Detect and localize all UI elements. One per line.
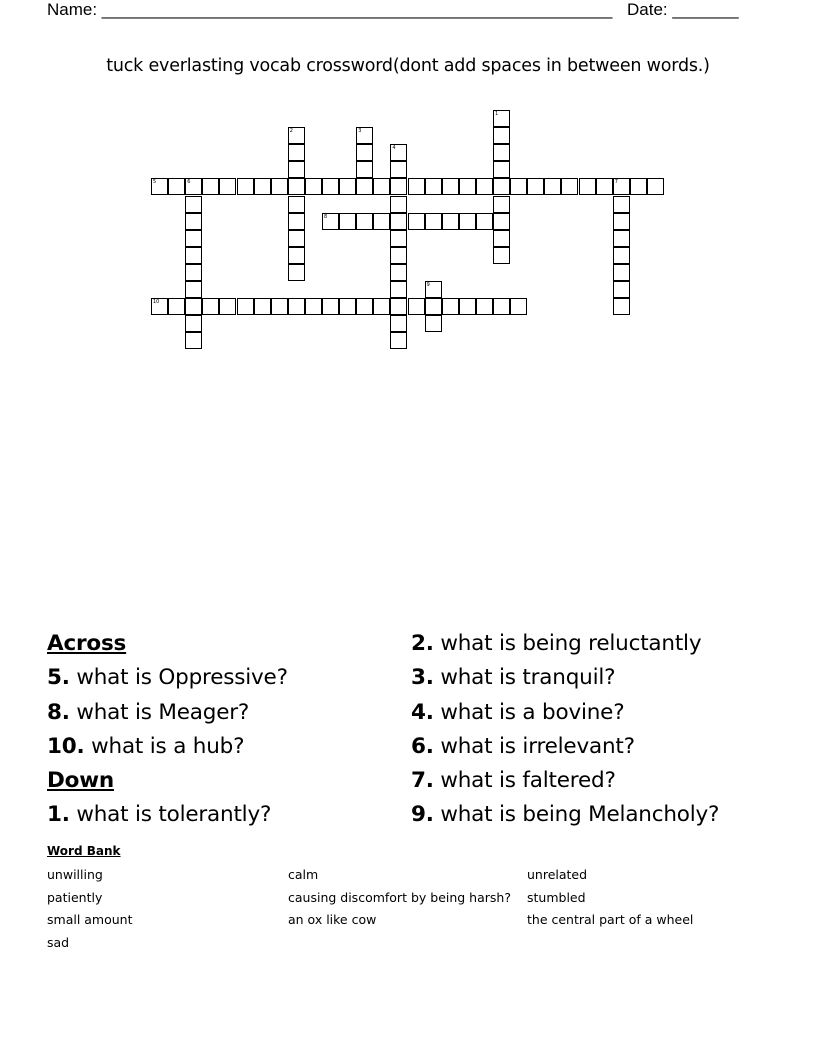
clue-number: 6. [411, 733, 434, 759]
crossword-cell[interactable] [288, 298, 305, 315]
crossword-cell[interactable] [561, 178, 578, 195]
clue-number: 5. [47, 665, 70, 691]
crossword-cell[interactable] [390, 178, 407, 195]
word-bank-item: small amount [47, 912, 133, 928]
crossword-cell[interactable] [493, 196, 510, 213]
clues-column-left [47, 627, 288, 833]
crossword-cell[interactable] [390, 332, 407, 349]
crossword-cell[interactable] [544, 178, 561, 195]
crossword-cell[interactable] [254, 298, 271, 315]
cell-number: 7 [614, 179, 618, 186]
crossword-cell[interactable] [425, 213, 442, 230]
crossword-cell[interactable] [493, 127, 510, 144]
clue-number: 1. [47, 802, 70, 828]
crossword-cell[interactable] [459, 178, 476, 195]
crossword-cell[interactable] [356, 144, 373, 161]
crossword-cell[interactable] [168, 298, 185, 315]
crossword-cell[interactable] [459, 213, 476, 230]
crossword-cell[interactable] [288, 144, 305, 161]
crossword-cell[interactable] [476, 178, 493, 195]
crossword-cell[interactable] [202, 298, 219, 315]
clue-number: 8. [47, 699, 70, 725]
crossword-cell[interactable] [185, 264, 202, 281]
crossword-cell[interactable] [373, 298, 390, 315]
clue-down-1 [47, 798, 288, 832]
clue-down-3 [411, 661, 719, 695]
crossword-cell[interactable] [322, 178, 339, 195]
crossword-cell[interactable] [425, 315, 442, 332]
crossword-cell[interactable] [493, 144, 510, 161]
word-bank-title: Word Bank [47, 844, 121, 858]
crossword-cell[interactable] [356, 213, 373, 230]
crossword-cell[interactable] [219, 298, 236, 315]
clue-text: what is a hub? [84, 733, 245, 759]
across-heading: Across [47, 631, 127, 656]
crossword-cell[interactable] [493, 247, 510, 264]
crossword-cell[interactable] [288, 161, 305, 178]
clue-number: 9. [411, 802, 434, 828]
crossword-cell[interactable] [219, 178, 236, 195]
crossword-cell[interactable] [288, 178, 305, 195]
crossword-cell[interactable] [339, 178, 356, 195]
crossword-cell[interactable] [185, 178, 202, 195]
crossword-cell[interactable] [390, 213, 407, 230]
crossword-cell[interactable] [425, 298, 442, 315]
crossword-cell[interactable] [271, 298, 288, 315]
crossword-cell[interactable] [185, 247, 202, 264]
crossword-cell[interactable] [390, 144, 407, 161]
clue-down-2 [411, 627, 719, 661]
crossword-cell[interactable] [493, 110, 510, 127]
crossword-cell[interactable] [305, 178, 322, 195]
word-bank-item: unrelated [527, 867, 588, 882]
word-bank-column [527, 864, 693, 932]
crossword-cell[interactable] [613, 264, 630, 281]
crossword-cell[interactable] [493, 213, 510, 230]
crossword-cell[interactable] [596, 178, 613, 195]
crossword-cell[interactable] [390, 315, 407, 332]
crossword-cell[interactable] [476, 213, 493, 230]
cell-number: 9 [426, 282, 430, 288]
word-bank-item: calm [288, 867, 319, 882]
clue-down-6 [411, 730, 719, 764]
date-field-label: Date: _______ [627, 0, 739, 19]
crossword-cell[interactable] [339, 213, 356, 230]
crossword-cell[interactable] [185, 298, 202, 315]
clue-number: 3. [411, 665, 434, 691]
clue-text: what is a bovine? [433, 699, 625, 725]
cell-number: 1 [495, 111, 499, 117]
cell-number: 4 [392, 145, 396, 152]
crossword-cell[interactable] [288, 230, 305, 247]
clue-text: what is tolerantly? [69, 802, 272, 828]
crossword-cell[interactable] [510, 178, 527, 195]
cell-number: 10 [153, 299, 160, 306]
crossword-cell[interactable] [356, 127, 373, 144]
clue-text: what is Meager? [69, 699, 250, 725]
crossword-cell[interactable] [390, 281, 407, 298]
crossword-cell[interactable] [390, 298, 407, 315]
crossword-cell[interactable] [408, 213, 425, 230]
crossword-cell[interactable] [288, 127, 305, 144]
crossword-cell[interactable] [579, 178, 596, 195]
clue-across-10 [47, 730, 288, 764]
clue-number: 7. [411, 768, 434, 794]
crossword-cell[interactable] [390, 247, 407, 264]
word-bank-item: the central part of a wheel [527, 912, 694, 928]
clue-text: what is Oppressive? [69, 665, 288, 691]
crossword-cell[interactable] [493, 161, 510, 178]
cell-number: 3 [358, 128, 362, 135]
word-bank-item: patiently [47, 889, 103, 905]
word-bank-item: sad [47, 934, 70, 950]
clues-column-right [411, 627, 719, 833]
crossword-cell[interactable] [288, 213, 305, 230]
crossword-cell[interactable] [185, 315, 202, 332]
crossword-cell[interactable] [442, 213, 459, 230]
crossword-cell[interactable] [237, 298, 254, 315]
crossword-cell[interactable] [476, 298, 493, 315]
crossword-cell[interactable] [613, 178, 630, 195]
crossword-cell[interactable] [151, 298, 168, 315]
crossword-cell[interactable] [390, 230, 407, 247]
crossword-cell[interactable] [185, 230, 202, 247]
crossword-cell[interactable] [390, 264, 407, 281]
crossword-cell[interactable] [339, 298, 356, 315]
word-bank-item: unwilling [47, 867, 103, 882]
crossword-cell[interactable] [493, 298, 510, 315]
crossword-cell[interactable] [356, 298, 373, 315]
clue-down-4 [411, 696, 719, 730]
clue-number: 2. [411, 631, 434, 656]
clue-text: what is being reluctantly [433, 631, 702, 656]
crossword-cell[interactable] [168, 178, 185, 195]
crossword-cell[interactable] [322, 213, 339, 230]
crossword-cell[interactable] [271, 178, 288, 195]
clue-down-9 [411, 798, 719, 832]
word-bank-item: causing discomfort by being harsh? [288, 889, 511, 905]
crossword-cell[interactable] [408, 298, 425, 315]
crossword-cell[interactable] [202, 178, 219, 195]
crossword-cell[interactable] [442, 298, 459, 315]
word-bank-item: stumbled [527, 889, 586, 905]
cell-number: 6 [187, 179, 191, 186]
crossword-cell[interactable] [510, 298, 527, 315]
clue-text: what is tranquil? [433, 665, 616, 691]
down-heading: Down [47, 768, 114, 794]
cell-number: 8 [324, 213, 328, 220]
crossword-cell[interactable] [288, 196, 305, 213]
crossword-cell[interactable] [288, 264, 305, 281]
crossword-cell[interactable] [613, 281, 630, 298]
crossword-cell[interactable] [647, 178, 664, 195]
crossword-cell[interactable] [408, 178, 425, 195]
crossword-cell[interactable] [185, 332, 202, 349]
word-bank-column [47, 864, 133, 954]
crossword-cell[interactable] [442, 178, 459, 195]
clue-text: what is being Melancholy? [433, 802, 720, 828]
crossword-cell[interactable] [459, 298, 476, 315]
clue-text: what is irrelevant? [433, 733, 635, 759]
crossword-cell[interactable] [613, 298, 630, 315]
cell-number: 2 [289, 128, 293, 135]
clue-number: 4. [411, 699, 434, 725]
crossword-cell[interactable] [322, 298, 339, 315]
crossword-cell[interactable] [613, 213, 630, 230]
crossword-cell[interactable] [305, 298, 322, 315]
crossword-cell[interactable] [185, 213, 202, 230]
clue-down-7 [411, 764, 719, 798]
crossword-cell[interactable] [527, 178, 544, 195]
clue-across-8 [47, 696, 288, 730]
crossword-cell[interactable] [373, 178, 390, 195]
clue-number: 10. [47, 733, 85, 759]
name-field-label: Name: ______________________________________________________ [47, 0, 613, 19]
crossword-cell[interactable] [425, 281, 442, 298]
crossword-cell[interactable] [493, 178, 510, 195]
crossword-cell[interactable] [613, 247, 630, 264]
crossword-cell[interactable] [390, 161, 407, 178]
clue-across-5 [47, 661, 288, 695]
crossword-cell[interactable] [288, 247, 305, 264]
crossword-cell[interactable] [185, 281, 202, 298]
crossword-cell[interactable] [390, 196, 407, 213]
crossword-cell[interactable] [356, 178, 373, 195]
crossword-cell[interactable] [185, 196, 202, 213]
crossword-cell[interactable] [254, 178, 271, 195]
crossword-cell[interactable] [237, 178, 254, 195]
word-bank-item: an ox like cow [288, 912, 377, 928]
crossword-cell[interactable] [373, 213, 390, 230]
crossword-cell[interactable] [493, 230, 510, 247]
word-bank-column [288, 864, 511, 932]
cell-number: 5 [153, 179, 157, 186]
crossword-cell[interactable] [613, 230, 630, 247]
crossword-cell[interactable] [613, 196, 630, 213]
crossword-cell[interactable] [630, 178, 647, 195]
crossword-cell[interactable] [425, 178, 442, 195]
crossword-cell[interactable] [356, 161, 373, 178]
clue-text: what is faltered? [433, 768, 616, 794]
page-title: tuck everlasting vocab crossword(dont add spaces in between words.) [106, 56, 710, 76]
crossword-cell[interactable] [151, 178, 168, 195]
